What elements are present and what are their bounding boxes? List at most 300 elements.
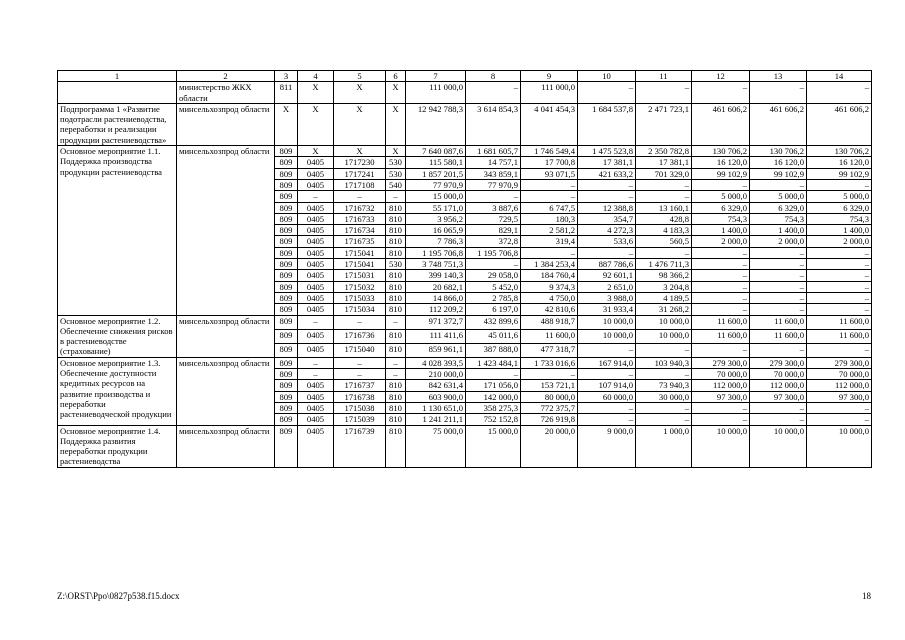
- code-cell: 809: [275, 402, 298, 413]
- amount-cell: 171 056,0: [466, 380, 521, 391]
- amount-cell: 2 000,0: [807, 236, 872, 247]
- amount-cell: 428,8: [636, 213, 692, 224]
- amount-cell: –: [807, 179, 872, 190]
- amount-cell: –: [807, 343, 872, 357]
- amount-cell: 17 381,1: [636, 157, 692, 168]
- amount-cell: 11 600,0: [692, 315, 750, 329]
- file-path: Z:\ORST\Ppo\0827p538.f15.docx: [57, 591, 180, 601]
- amount-cell: –: [692, 179, 750, 190]
- code-cell: 530: [386, 259, 406, 270]
- amount-cell: 2 651,0: [578, 281, 636, 292]
- code-cell: 540: [386, 179, 406, 190]
- amount-cell: 1 475 523,8: [578, 146, 636, 157]
- amount-cell: 97 300,0: [750, 391, 807, 402]
- amount-cell: 4 750,0: [521, 292, 578, 303]
- amount-cell: –: [466, 191, 521, 202]
- amount-cell: 10 000,0: [578, 329, 636, 343]
- amount-cell: 477 318,7: [521, 343, 578, 357]
- amount-cell: –: [750, 402, 807, 413]
- code-cell: 0405: [298, 391, 334, 402]
- amount-cell: –: [692, 259, 750, 270]
- amount-cell: –: [521, 247, 578, 258]
- table-body: [58, 71, 872, 468]
- amount-cell: 11 600,0: [692, 329, 750, 343]
- program-name: Основное мероприятие 1.2. Обеспечение снижения рисков в растениеводстве (страхование): [58, 315, 177, 357]
- code-cell: 530: [386, 157, 406, 168]
- code-cell: 0405: [298, 213, 334, 224]
- amount-cell: –: [750, 304, 807, 315]
- amount-cell: 603 900,0: [406, 391, 466, 402]
- amount-cell: –: [578, 191, 636, 202]
- code-cell: 809: [275, 315, 298, 329]
- amount-cell: 12 388,8: [578, 202, 636, 213]
- amount-cell: 2 581,2: [521, 225, 578, 236]
- amount-cell: 45 011,6: [466, 329, 521, 343]
- amount-cell: 4 183,3: [636, 225, 692, 236]
- code-cell: 809: [275, 179, 298, 190]
- code-cell: 810: [386, 213, 406, 224]
- code-cell: 1717108: [334, 179, 386, 190]
- amount-cell: 5 000,0: [750, 191, 807, 202]
- code-cell: 810: [386, 202, 406, 213]
- code-cell: 0405: [298, 380, 334, 391]
- amount-cell: –: [750, 414, 807, 425]
- amount-cell: 3 887,6: [466, 202, 521, 213]
- amount-cell: 5 452,0: [466, 281, 521, 292]
- amount-cell: 103 940,3: [636, 357, 692, 368]
- column-header: 14: [807, 71, 872, 82]
- header-row: [58, 71, 872, 82]
- amount-cell: –: [807, 270, 872, 281]
- amount-cell: 3 204,8: [636, 281, 692, 292]
- code-cell: 0405: [298, 157, 334, 168]
- amount-cell: –: [692, 402, 750, 413]
- amount-cell: 111 000,0: [521, 82, 578, 104]
- amount-cell: 11 600,0: [521, 329, 578, 343]
- code-cell: –: [386, 369, 406, 380]
- column-header: 6: [386, 71, 406, 82]
- code-cell: 1715041: [334, 247, 386, 258]
- amount-cell: 461 606,2: [807, 103, 872, 145]
- amount-cell: 772 375,7: [521, 402, 578, 413]
- code-cell: 809: [275, 270, 298, 281]
- amount-cell: –: [807, 247, 872, 258]
- amount-cell: –: [578, 402, 636, 413]
- amount-cell: –: [521, 179, 578, 190]
- amount-cell: 16 120,0: [750, 157, 807, 168]
- executor: минсельхозпрод области: [177, 103, 275, 145]
- amount-cell: –: [750, 259, 807, 270]
- code-cell: 1715033: [334, 292, 386, 303]
- code-cell: 530: [386, 168, 406, 179]
- table-row: [58, 315, 872, 329]
- code-cell: 809: [275, 146, 298, 157]
- amount-cell: –: [750, 247, 807, 258]
- amount-cell: 1 857 201,5: [406, 168, 466, 179]
- program-name: [58, 82, 177, 104]
- amount-cell: 354,7: [578, 213, 636, 224]
- code-cell: 0405: [298, 402, 334, 413]
- amount-cell: –: [807, 281, 872, 292]
- table-row: [58, 357, 872, 368]
- amount-cell: –: [636, 191, 692, 202]
- amount-cell: –: [692, 281, 750, 292]
- amount-cell: 4 272,3: [578, 225, 636, 236]
- amount-cell: 73 940,3: [636, 380, 692, 391]
- code-cell: 1715034: [334, 304, 386, 315]
- amount-cell: 887 786,6: [578, 259, 636, 270]
- code-cell: 809: [275, 425, 298, 467]
- code-cell: 1716739: [334, 425, 386, 467]
- amount-cell: 319,4: [521, 236, 578, 247]
- page-footer: [57, 591, 871, 601]
- table-row: [58, 146, 872, 157]
- amount-cell: 20 682,1: [406, 281, 466, 292]
- executor: министерство ЖКХ области: [177, 82, 275, 104]
- amount-cell: 99 102,9: [807, 168, 872, 179]
- code-cell: 810: [386, 236, 406, 247]
- code-cell: 0405: [298, 414, 334, 425]
- code-cell: 809: [275, 259, 298, 270]
- amount-cell: 80 000,0: [521, 391, 578, 402]
- amount-cell: 93 071,5: [521, 168, 578, 179]
- amount-cell: 130 706,2: [750, 146, 807, 157]
- code-cell: 0405: [298, 247, 334, 258]
- amount-cell: 9 374,3: [521, 281, 578, 292]
- amount-cell: –: [750, 270, 807, 281]
- amount-cell: 55 171,0: [406, 202, 466, 213]
- amount-cell: 11 600,0: [807, 315, 872, 329]
- code-cell: –: [298, 191, 334, 202]
- code-cell: 809: [275, 168, 298, 179]
- amount-cell: –: [578, 179, 636, 190]
- amount-cell: –: [521, 369, 578, 380]
- code-cell: 809: [275, 236, 298, 247]
- amount-cell: 112 000,0: [807, 380, 872, 391]
- column-header: 1: [58, 71, 177, 82]
- amount-cell: 3 614 854,3: [466, 103, 521, 145]
- amount-cell: 60 000,0: [578, 391, 636, 402]
- amount-cell: 1 400,0: [807, 225, 872, 236]
- column-header: 12: [692, 71, 750, 82]
- amount-cell: 279 300,0: [750, 357, 807, 368]
- amount-cell: 432 899,6: [466, 315, 521, 329]
- amount-cell: –: [750, 179, 807, 190]
- amount-cell: 11 600,0: [750, 329, 807, 343]
- amount-cell: 30 000,0: [636, 391, 692, 402]
- code-cell: 1715032: [334, 281, 386, 292]
- code-cell: Х: [298, 82, 334, 104]
- amount-cell: –: [750, 292, 807, 303]
- code-cell: 809: [275, 329, 298, 343]
- amount-cell: 14 866,0: [406, 292, 466, 303]
- amount-cell: 1 400,0: [692, 225, 750, 236]
- page-number: 18: [862, 591, 871, 601]
- amount-cell: 11 600,0: [750, 315, 807, 329]
- amount-cell: 77 970,9: [466, 179, 521, 190]
- amount-cell: 16 065,9: [406, 225, 466, 236]
- code-cell: 810: [386, 304, 406, 315]
- code-cell: –: [334, 357, 386, 368]
- code-cell: 809: [275, 357, 298, 368]
- amount-cell: 130 706,2: [692, 146, 750, 157]
- code-cell: 0405: [298, 304, 334, 315]
- column-header: 10: [578, 71, 636, 82]
- amount-cell: 421 633,2: [578, 168, 636, 179]
- executor: минсельхозпрод области: [177, 315, 275, 357]
- amount-cell: 842 631,4: [406, 380, 466, 391]
- amount-cell: –: [578, 247, 636, 258]
- code-cell: Х: [334, 82, 386, 104]
- amount-cell: 9 000,0: [578, 425, 636, 467]
- amount-cell: 77 970,9: [406, 179, 466, 190]
- amount-cell: –: [807, 82, 872, 104]
- code-cell: 810: [386, 225, 406, 236]
- code-cell: 810: [386, 391, 406, 402]
- amount-cell: 98 366,2: [636, 270, 692, 281]
- amount-cell: 10 000,0: [692, 425, 750, 467]
- amount-cell: 1 423 484,1: [466, 357, 521, 368]
- code-cell: 1716732: [334, 202, 386, 213]
- code-cell: 809: [275, 343, 298, 357]
- code-cell: 810: [386, 402, 406, 413]
- amount-cell: –: [466, 369, 521, 380]
- amount-cell: –: [636, 414, 692, 425]
- amount-cell: 14 757,1: [466, 157, 521, 168]
- code-cell: 1715040: [334, 343, 386, 357]
- code-cell: –: [298, 369, 334, 380]
- code-cell: –: [298, 315, 334, 329]
- code-cell: 809: [275, 304, 298, 315]
- amount-cell: 372,8: [466, 236, 521, 247]
- amount-cell: 10 000,0: [750, 425, 807, 467]
- amount-cell: 5 000,0: [807, 191, 872, 202]
- code-cell: 810: [386, 281, 406, 292]
- amount-cell: –: [750, 281, 807, 292]
- code-cell: 810: [386, 247, 406, 258]
- amount-cell: 387 888,0: [466, 343, 521, 357]
- code-cell: 810: [386, 329, 406, 343]
- amount-cell: 5 000,0: [692, 191, 750, 202]
- budget-table: [57, 70, 872, 468]
- column-header: 2: [177, 71, 275, 82]
- amount-cell: 752 152,8: [466, 414, 521, 425]
- code-cell: 0405: [298, 270, 334, 281]
- executor: минсельхозпрод области: [177, 357, 275, 425]
- amount-cell: 829,1: [466, 225, 521, 236]
- code-cell: 1716736: [334, 329, 386, 343]
- code-cell: 809: [275, 281, 298, 292]
- amount-cell: 16 120,0: [692, 157, 750, 168]
- code-cell: –: [386, 315, 406, 329]
- amount-cell: 97 300,0: [807, 391, 872, 402]
- amount-cell: –: [750, 343, 807, 357]
- amount-cell: –: [807, 414, 872, 425]
- amount-cell: 488 918,7: [521, 315, 578, 329]
- amount-cell: 99 102,9: [692, 168, 750, 179]
- amount-cell: 2 785,8: [466, 292, 521, 303]
- code-cell: 1715039: [334, 414, 386, 425]
- code-cell: –: [334, 315, 386, 329]
- amount-cell: 1 400,0: [750, 225, 807, 236]
- amount-cell: 130 706,2: [807, 146, 872, 157]
- amount-cell: 210 000,0: [406, 369, 466, 380]
- amount-cell: –: [466, 82, 521, 104]
- code-cell: 809: [275, 292, 298, 303]
- amount-cell: 42 810,6: [521, 304, 578, 315]
- executor: минсельхозпрод области: [177, 425, 275, 467]
- amount-cell: 533,6: [578, 236, 636, 247]
- amount-cell: –: [692, 247, 750, 258]
- amount-cell: 70 000,0: [692, 369, 750, 380]
- code-cell: 0405: [298, 292, 334, 303]
- column-header: 11: [636, 71, 692, 82]
- column-header: 3: [275, 71, 298, 82]
- program-name: Основное мероприятие 1.4. Поддержка развития переработки продукции растениеводства: [58, 425, 177, 467]
- column-header: 4: [298, 71, 334, 82]
- amount-cell: 7 786,3: [406, 236, 466, 247]
- amount-cell: –: [807, 259, 872, 270]
- amount-cell: 1 681 605,7: [466, 146, 521, 157]
- amount-cell: 112 000,0: [750, 380, 807, 391]
- column-header: 8: [466, 71, 521, 82]
- amount-cell: 2 000,0: [750, 236, 807, 247]
- amount-cell: –: [578, 82, 636, 104]
- amount-cell: 20 000,0: [521, 425, 578, 467]
- amount-cell: 17 700,8: [521, 157, 578, 168]
- code-cell: 809: [275, 380, 298, 391]
- amount-cell: 6 329,0: [807, 202, 872, 213]
- code-cell: 1715038: [334, 402, 386, 413]
- amount-cell: 12 942 788,3: [406, 103, 466, 145]
- amount-cell: 112 209,2: [406, 304, 466, 315]
- amount-cell: –: [750, 82, 807, 104]
- amount-cell: 343 859,1: [466, 168, 521, 179]
- amount-cell: 1 000,0: [636, 425, 692, 467]
- amount-cell: 167 914,0: [578, 357, 636, 368]
- amount-cell: 1 746 549,4: [521, 146, 578, 157]
- code-cell: 810: [386, 343, 406, 357]
- column-header: 5: [334, 71, 386, 82]
- amount-cell: –: [692, 304, 750, 315]
- code-cell: 0405: [298, 168, 334, 179]
- table-row: [58, 425, 872, 467]
- code-cell: 811: [275, 82, 298, 104]
- amount-cell: 10 000,0: [578, 315, 636, 329]
- amount-cell: –: [692, 270, 750, 281]
- amount-cell: 1 476 711,3: [636, 259, 692, 270]
- column-header: 9: [521, 71, 578, 82]
- code-cell: 1715031: [334, 270, 386, 281]
- code-cell: 810: [386, 414, 406, 425]
- code-cell: 0405: [298, 259, 334, 270]
- amount-cell: 701 329,0: [636, 168, 692, 179]
- amount-cell: 13 160,1: [636, 202, 692, 213]
- amount-cell: –: [578, 343, 636, 357]
- amount-cell: –: [636, 402, 692, 413]
- amount-cell: 726 919,8: [521, 414, 578, 425]
- code-cell: 809: [275, 213, 298, 224]
- amount-cell: 70 000,0: [750, 369, 807, 380]
- amount-cell: –: [807, 304, 872, 315]
- amount-cell: 142 000,0: [466, 391, 521, 402]
- column-header: 7: [406, 71, 466, 82]
- amount-cell: –: [807, 292, 872, 303]
- code-cell: 0405: [298, 179, 334, 190]
- amount-cell: 754,3: [807, 213, 872, 224]
- amount-cell: 11 600,0: [807, 329, 872, 343]
- code-cell: Х: [298, 146, 334, 157]
- amount-cell: 6 329,0: [692, 202, 750, 213]
- code-cell: Х: [334, 103, 386, 145]
- amount-cell: 97 300,0: [692, 391, 750, 402]
- amount-cell: 16 120,0: [807, 157, 872, 168]
- code-cell: 0405: [298, 425, 334, 467]
- amount-cell: –: [807, 402, 872, 413]
- code-cell: –: [386, 357, 406, 368]
- amount-cell: 112 000,0: [692, 380, 750, 391]
- amount-cell: –: [692, 82, 750, 104]
- amount-cell: 399 140,3: [406, 270, 466, 281]
- amount-cell: 859 961,1: [406, 343, 466, 357]
- amount-cell: 7 640 087,6: [406, 146, 466, 157]
- amount-cell: 4 041 454,3: [521, 103, 578, 145]
- amount-cell: –: [636, 82, 692, 104]
- amount-cell: 10 000,0: [636, 329, 692, 343]
- amount-cell: 153 721,1: [521, 380, 578, 391]
- amount-cell: 29 058,0: [466, 270, 521, 281]
- amount-cell: 3 748 751,3: [406, 259, 466, 270]
- amount-cell: –: [636, 179, 692, 190]
- amount-cell: 111 000,0: [406, 82, 466, 104]
- code-cell: 0405: [298, 281, 334, 292]
- code-cell: 809: [275, 414, 298, 425]
- amount-cell: –: [578, 369, 636, 380]
- code-cell: 809: [275, 369, 298, 380]
- amount-cell: 461 606,2: [750, 103, 807, 145]
- amount-cell: –: [636, 369, 692, 380]
- code-cell: –: [386, 191, 406, 202]
- code-cell: Х: [298, 103, 334, 145]
- amount-cell: –: [636, 247, 692, 258]
- amount-cell: 4 189,5: [636, 292, 692, 303]
- amount-cell: –: [466, 259, 521, 270]
- code-cell: 809: [275, 225, 298, 236]
- amount-cell: 2 000,0: [692, 236, 750, 247]
- column-header: 13: [750, 71, 807, 82]
- amount-cell: 3 988,0: [578, 292, 636, 303]
- code-cell: Х: [386, 103, 406, 145]
- amount-cell: 92 601,1: [578, 270, 636, 281]
- amount-cell: 461 606,2: [692, 103, 750, 145]
- amount-cell: 3 956,2: [406, 213, 466, 224]
- amount-cell: 4 028 393,5: [406, 357, 466, 368]
- program-name: Подпрограмма 1 «Развитие подотрасли растениеводства, переработки и реализации продукции растениеводства»: [58, 103, 177, 145]
- amount-cell: 6 747,5: [521, 202, 578, 213]
- code-cell: 810: [386, 380, 406, 391]
- code-cell: 0405: [298, 236, 334, 247]
- amount-cell: 15 000,0: [406, 191, 466, 202]
- amount-cell: 1 130 651,0: [406, 402, 466, 413]
- amount-cell: 1 195 706,8: [406, 247, 466, 258]
- amount-cell: 358 275,3: [466, 402, 521, 413]
- amount-cell: 10 000,0: [636, 315, 692, 329]
- amount-cell: 111 411,6: [406, 329, 466, 343]
- code-cell: –: [334, 369, 386, 380]
- code-cell: 0405: [298, 343, 334, 357]
- amount-cell: 10 000,0: [807, 425, 872, 467]
- amount-cell: 6 329,0: [750, 202, 807, 213]
